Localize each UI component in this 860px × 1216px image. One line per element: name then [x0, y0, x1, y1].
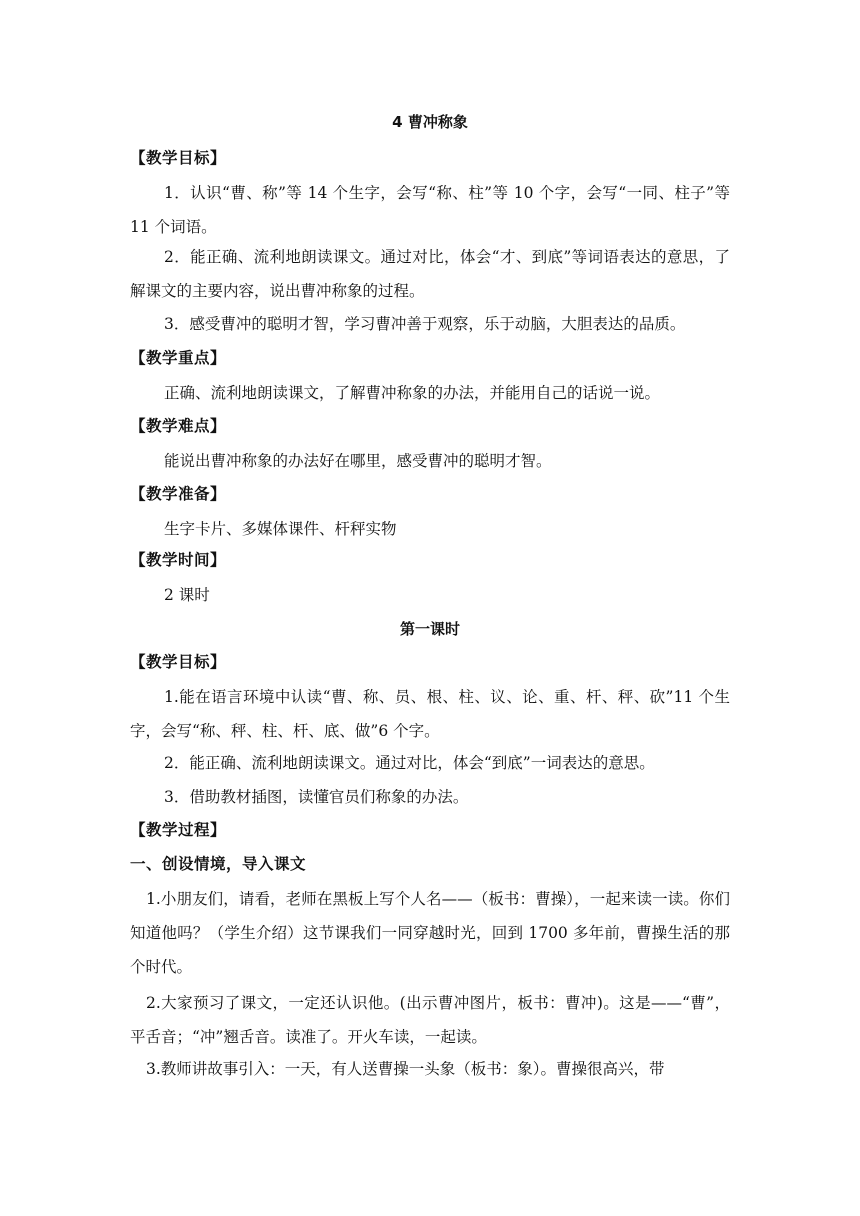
difficulty-text: 能说出曹冲称象的办法好在哪里，感受曹冲的聪明才智。 — [164, 452, 552, 470]
lesson-goal-item-1: 1.能在语言环境中认读“曹、称、员、根、柱、议、论、重、杆、秤、砍”11 个生字，会写“称、秤、柱、杆、底、做”6 个字。 — [130, 688, 730, 740]
prep-text: 生字卡片、多媒体课件、杆秤实物 — [164, 520, 397, 538]
process-heading: 【教学过程】 — [130, 821, 227, 839]
time-text: 2 课时 — [164, 586, 210, 604]
prep-heading: 【教学准备】 — [130, 485, 227, 503]
goal-item-1: 1．认识“曹、称”等 14 个生字，会写“称、柱”等 10 个字，会写“一同、柱子”等 11 个词语。 — [130, 184, 730, 236]
time-heading: 【教学时间】 — [130, 551, 227, 569]
lesson-goal-item-2: 2．能正确、流利地朗读课文。通过对比，体会“到底”一词表达的意思。 — [164, 754, 655, 772]
goals-heading: 【教学目标】 — [130, 149, 227, 167]
step-paragraph-3: 3.教师讲故事引入：一天，有人送曹操一头象（板书：象）。曹操很高兴，带 — [146, 1060, 665, 1078]
document-title: 4 曹冲称象 — [392, 113, 468, 131]
goal-item-3: 3．感受曹冲的聪明才智，学习曹冲善于观察，乐于动脑，大胆表达的品质。 — [164, 315, 686, 333]
step-heading: 一、创设情境，导入课文 — [130, 855, 307, 873]
focus-heading: 【教学重点】 — [130, 349, 227, 367]
lesson-goal-item-3: 3．借助教材插图，读懂官员们称象的办法。 — [164, 788, 469, 806]
step-paragraph-1: 1.小朋友们，请看，老师在黑板上写个人名——（板书：曹操），一起来读一读。你们知道他吗？（学生介绍）这节课我们一同穿越时光，回到 1700 多年前，曹操生活的那个时代。 — [130, 890, 730, 976]
goal-item-2: 2．能正确、流利地朗读课文。通过对比，体会“才、到底”等词语表达的意思，了解课文的主要内容，说出曹冲称象的过程。 — [130, 248, 730, 300]
difficulty-heading: 【教学难点】 — [130, 417, 227, 435]
lesson-goals-heading: 【教学目标】 — [130, 653, 227, 671]
lesson-subtitle: 第一课时 — [399, 620, 460, 638]
focus-text: 正确、流利地朗读课文，了解曹冲称象的办法，并能用自己的话说一说。 — [164, 384, 661, 402]
step-paragraph-2: 2.大家预习了课文，一定还认识他。(出示曹冲图片，板书：曹冲)。这是——“曹”，平舌音；“冲”翘舌音。读准了。开火车读，一起读。 — [130, 994, 730, 1046]
